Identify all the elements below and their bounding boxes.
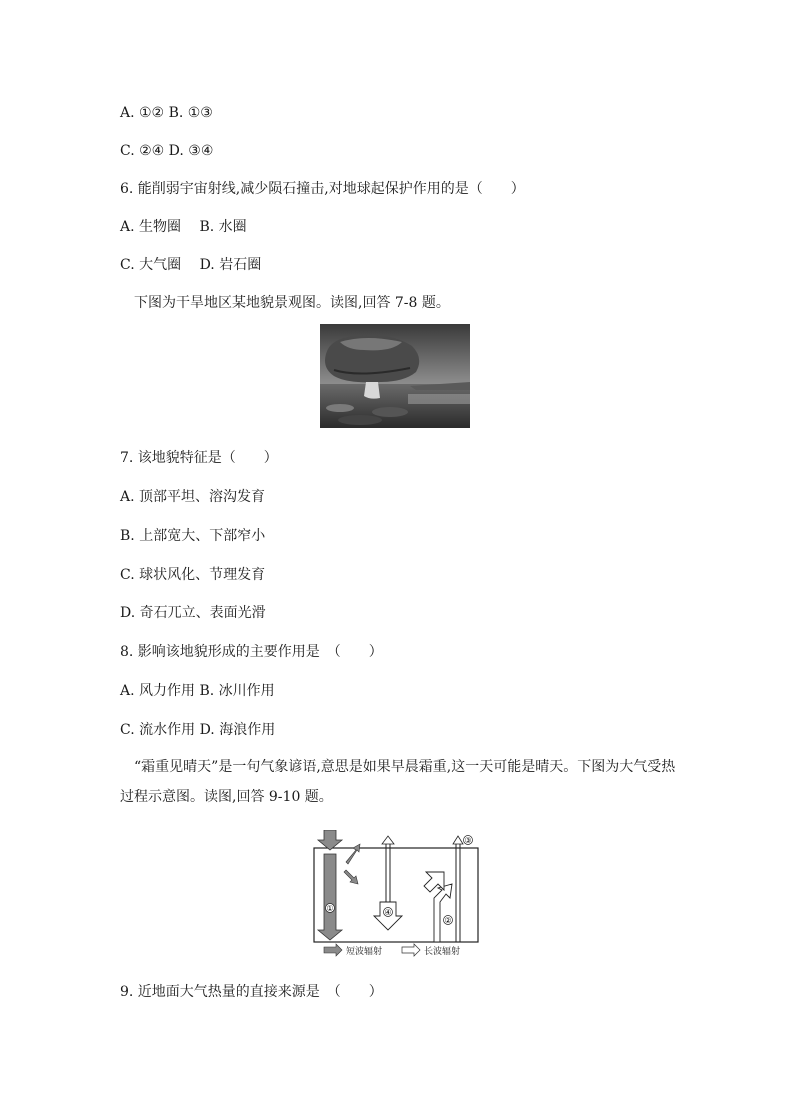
q8-options-cd: C. 流水作用 D. 海浪作用 [120,722,276,738]
q7-option-a: A. 顶部平坦、溶沟发育 [120,489,266,505]
marker-3: ③ [464,836,472,845]
q9-stem: 9. 近地面大气热量的直接来源是 （ ） [120,984,383,1000]
intro-q9-10: “霜重见晴天”是一句气象谚语,意思是如果早晨霜重,这一天可能是晴天。下图为大气受热过程示意图。读图,回答 9-10 题。 [120,759,676,805]
q7-stem: 7. 该地貌特征是（ ） [120,450,278,466]
legend-short-wave: 短波辐射 [346,947,383,957]
q6-options-cd: C. 大气圈 D. 岩石圈 [120,257,262,273]
q7-option-b: B. 上部宽大、下部窄小 [120,528,266,544]
q5-options-ab: A. ①② B. ①③ [120,105,213,121]
q8-options-ab: A. 风力作用 B. 冰川作用 [120,683,275,699]
marker-4: ④ [384,908,392,917]
q7-option-c: C. 球状风化、节理发育 [120,567,266,583]
q5-options-cd: C. ②④ D. ③④ [120,143,214,159]
q6-options-ab: A. 生物圈 B. 水圈 [120,219,247,235]
marker-1: ① [326,904,334,913]
legend-long-wave: 长波辐射 [424,947,461,957]
marker-2: ② [444,916,452,925]
landform-photo [320,324,470,428]
q6-stem: 6. 能削弱宇宙射线,减少陨石撞击,对地球起保护作用的是（ ） [120,181,525,197]
q8-stem: 8. 影响该地貌形成的主要作用是 （ ） [120,644,383,660]
atmosphere-heating-diagram [310,830,482,962]
q7-option-d: D. 奇石兀立、表面光滑 [120,605,266,621]
intro-q7-8: 下图为干旱地区某地貌景观图。读图,回答 7-8 题。 [134,295,450,311]
